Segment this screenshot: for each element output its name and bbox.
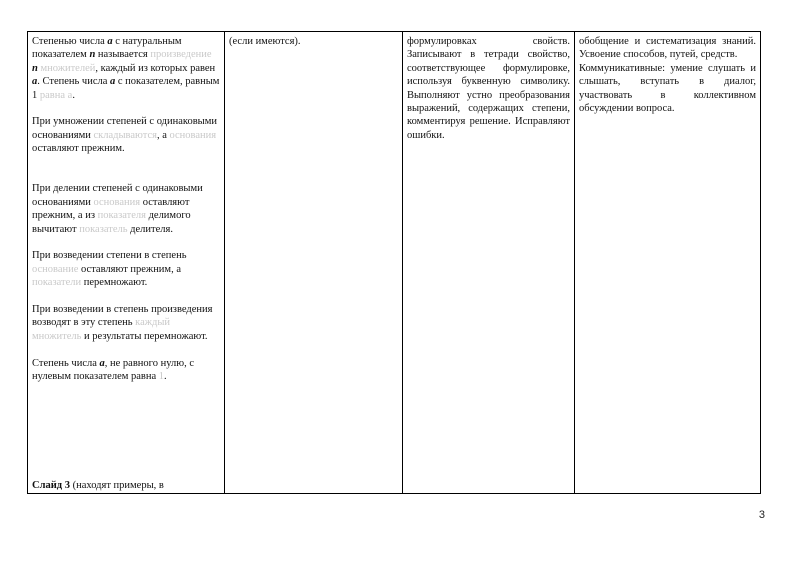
cell-notes-column <box>225 32 403 494</box>
lesson-table <box>27 31 761 494</box>
text-run: с показателем, равным 1 <box>32 76 220 101</box>
text-run: перемножают. <box>81 277 148 289</box>
notes-text: (если имеются). <box>229 36 301 47</box>
hidden-answer: каждый множитель <box>32 317 171 342</box>
page-number: 3 <box>758 509 765 521</box>
text-run: , каждый из которых равен <box>95 62 216 74</box>
product-power-rule <box>32 303 220 343</box>
text-run: и результаты перемножают. <box>81 330 208 342</box>
text-run: При умножении степеней с одинаковыми основаниями <box>32 116 217 141</box>
var-a: a <box>110 76 116 88</box>
var-a: a <box>99 357 105 369</box>
slide-3-note <box>32 479 164 492</box>
table-row <box>28 32 761 494</box>
division-rule <box>32 182 220 236</box>
multiplication-rule <box>32 115 220 169</box>
text-run: оставляют прежним, а <box>78 263 181 275</box>
cell-content-column <box>28 32 225 494</box>
var-n: n <box>89 49 96 61</box>
text-run: , а <box>156 129 170 141</box>
hidden-answer: складываются <box>93 129 157 141</box>
text-run: При делении степеней с одинаковыми основаниями <box>32 183 203 208</box>
text-run: с натуральным показателем <box>32 36 182 61</box>
communicative-skills-text: Коммуникативные: умение слушать и слышать, вступать в диалог, участвовать в коллективном обсуждении вопроса. <box>579 62 756 115</box>
definition-paragraph <box>32 35 220 102</box>
hidden-answer: показатели <box>32 277 82 289</box>
hidden-answer: показатель <box>79 223 128 235</box>
text-run: При возведении степени в степень <box>32 250 187 262</box>
text-run: Степень числа <box>32 357 100 369</box>
slide-label: Слайд 3 <box>32 479 70 491</box>
text-run: , не равного нулю, с нулевым показателем равна <box>32 357 194 383</box>
text-run: Степенью числа <box>32 36 108 47</box>
hidden-answer: основания <box>93 196 141 208</box>
hidden-answer: основания <box>169 129 217 141</box>
text-run: (находят примеры, в <box>69 479 164 491</box>
var-a: a <box>107 36 113 47</box>
cell-student-activity-column <box>403 32 575 494</box>
power-of-power-rule <box>32 249 220 289</box>
skills-text: обобщение и систематизация знаний. Усвоение способов, путей, средств. <box>579 36 756 61</box>
text-run: . Степень числа <box>37 76 111 88</box>
hidden-answer: 1 <box>158 371 165 383</box>
text-run: оставляют прежним. <box>32 143 125 155</box>
student-activity-text: формулировках свойств. Записывают в тетради свойство, соответствующее формулировке, используя буквенную символику. Выполняют устно преобразования выражений, содержащих степени, комментируя решение. Исправляют ошибки. <box>407 36 570 141</box>
hidden-answer: множителей <box>40 62 96 74</box>
hidden-answer: показателя <box>97 210 146 222</box>
text-run: делителя. <box>127 223 173 235</box>
text-run: называется <box>95 49 151 61</box>
hidden-answer: основание <box>32 263 79 275</box>
var-a: a <box>32 76 38 88</box>
zero-exponent-rule <box>32 357 220 384</box>
text-run: . <box>164 371 167 383</box>
text-run: делимого вычитают <box>32 210 191 235</box>
var-n: n <box>32 62 38 74</box>
hidden-answer: произведение <box>150 49 212 61</box>
text-run: оставляют прежним, а из <box>32 196 190 222</box>
hidden-answer: равна a <box>39 89 73 101</box>
text-run: . <box>72 89 75 101</box>
cell-skills-column <box>575 32 761 494</box>
text-run: При возведении в степень произведения возводят в эту степень <box>32 304 213 329</box>
